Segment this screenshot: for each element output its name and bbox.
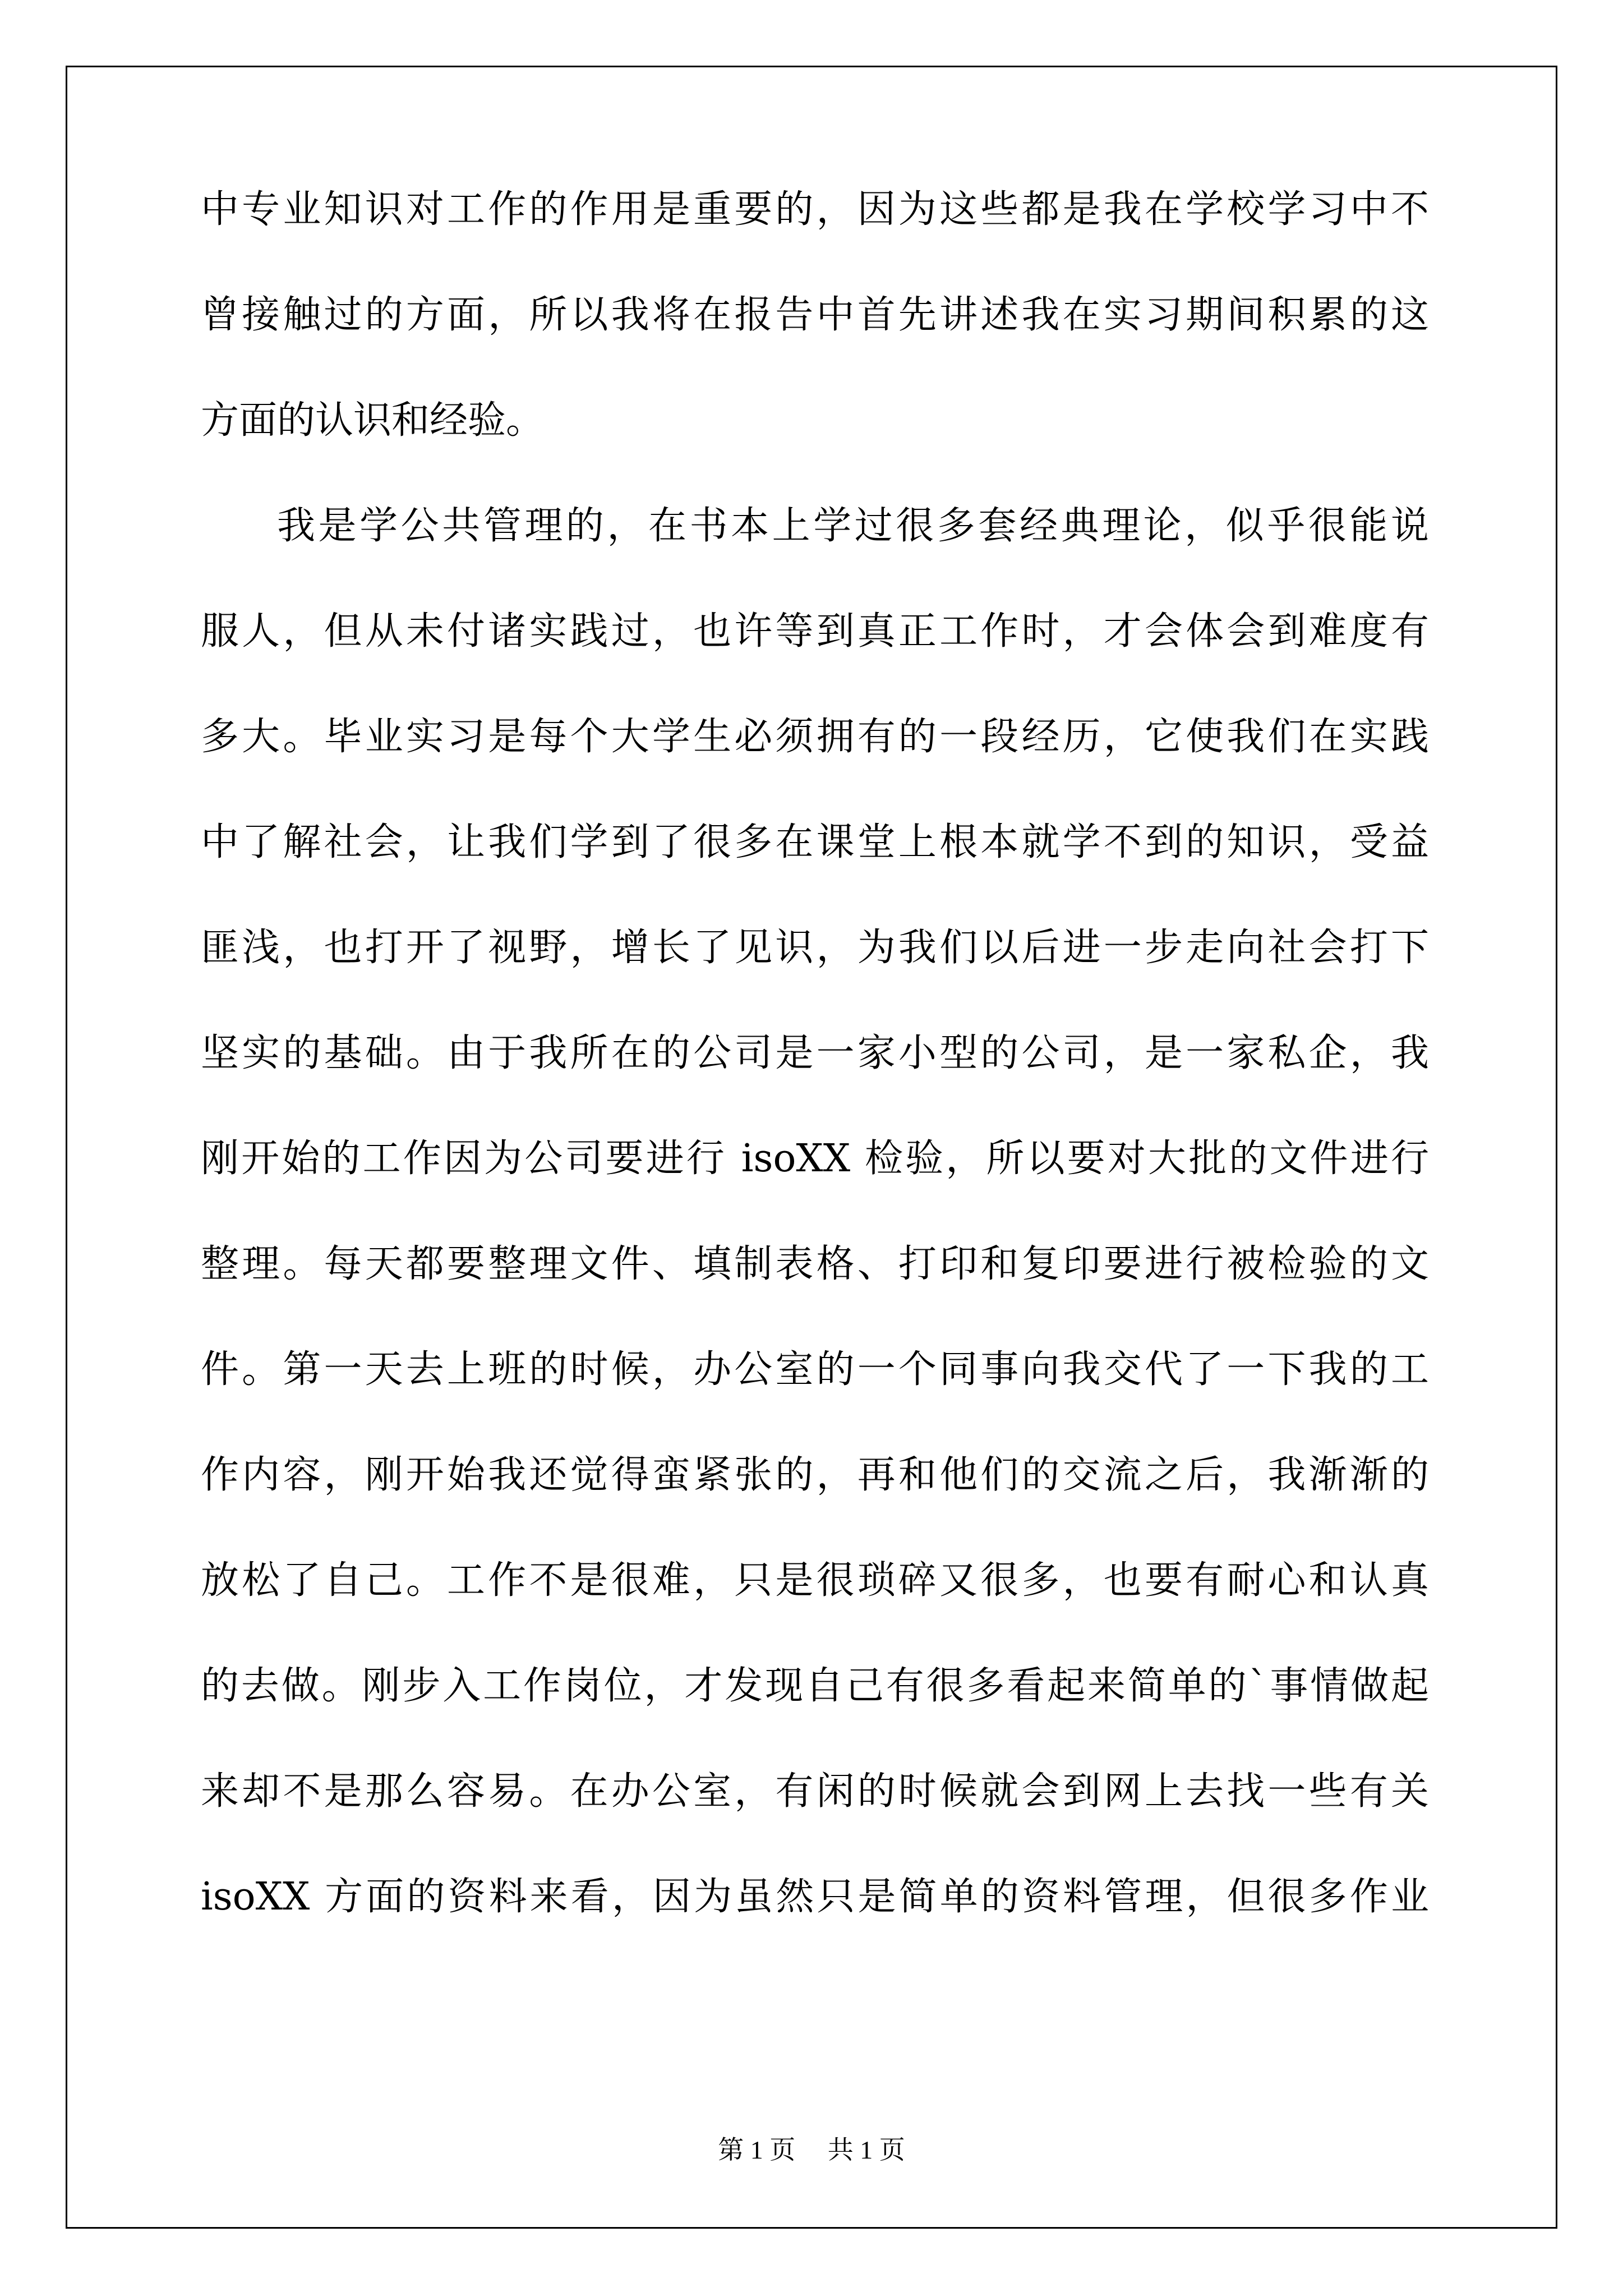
page-number-footer: 第 1 页 共 1 页 bbox=[718, 2136, 905, 2164]
document-body bbox=[201, 187, 1429, 1984]
text-line: 的去做。刚步入工作岗位，才发现自己有很多看起来简单的`事情做起 bbox=[201, 1664, 1429, 1708]
text-line: 我是学公共管理的，在书本上学过很多套经典理论，似乎很能说 bbox=[277, 504, 1429, 548]
text-line: 坚实的基础。由于我所在的公司是一家小型的公司，是一家私企，我 bbox=[201, 1031, 1429, 1075]
text-line: 匪浅，也打开了视野，增长了见识，为我们以后进一步走向社会打下 bbox=[201, 926, 1429, 970]
text-line: 整理。每天都要整理文件、填制表格、打印和复印要进行被检验的文 bbox=[201, 1242, 1429, 1286]
text-line: 方面的认识和经验。 bbox=[201, 398, 545, 443]
text-line: 曾接触过的方面，所以我将在报告中首先讲述我在实习期间积累的这 bbox=[201, 293, 1429, 337]
text-line: 作内容，刚开始我还觉得蛮紧张的，再和他们的交流之后，我渐渐的 bbox=[201, 1453, 1429, 1497]
text-line: 多大。毕业实习是每个大学生必须拥有的一段经历，它使我们在实践 bbox=[201, 715, 1429, 759]
text-line: isoXX 方面的资料来看，因为虽然只是简单的资料管理，但很多作业 bbox=[201, 1875, 1429, 1919]
text-line: 放松了自己。工作不是很难，只是很琐碎又很多，也要有耐心和认真 bbox=[201, 1558, 1429, 1603]
text-line: 服人，但从未付诸实践过，也许等到真正工作时，才会体会到难度有 bbox=[201, 609, 1429, 654]
text-line: 中专业知识对工作的作用是重要的，因为这些都是我在学校学习中不 bbox=[201, 187, 1429, 232]
text-line: 来却不是那么容易。在办公室，有闲的时候就会到网上去找一些有关 bbox=[201, 1769, 1429, 1814]
text-line: 刚开始的工作因为公司要进行 isoXX 检验，所以要对大批的文件进行 bbox=[201, 1137, 1429, 1181]
text-line: 件。第一天去上班的时候，办公室的一个同事向我交代了一下我的工 bbox=[201, 1347, 1429, 1392]
text-line: 中了解社会，让我们学到了很多在课堂上根本就学不到的知识，受益 bbox=[201, 820, 1429, 864]
